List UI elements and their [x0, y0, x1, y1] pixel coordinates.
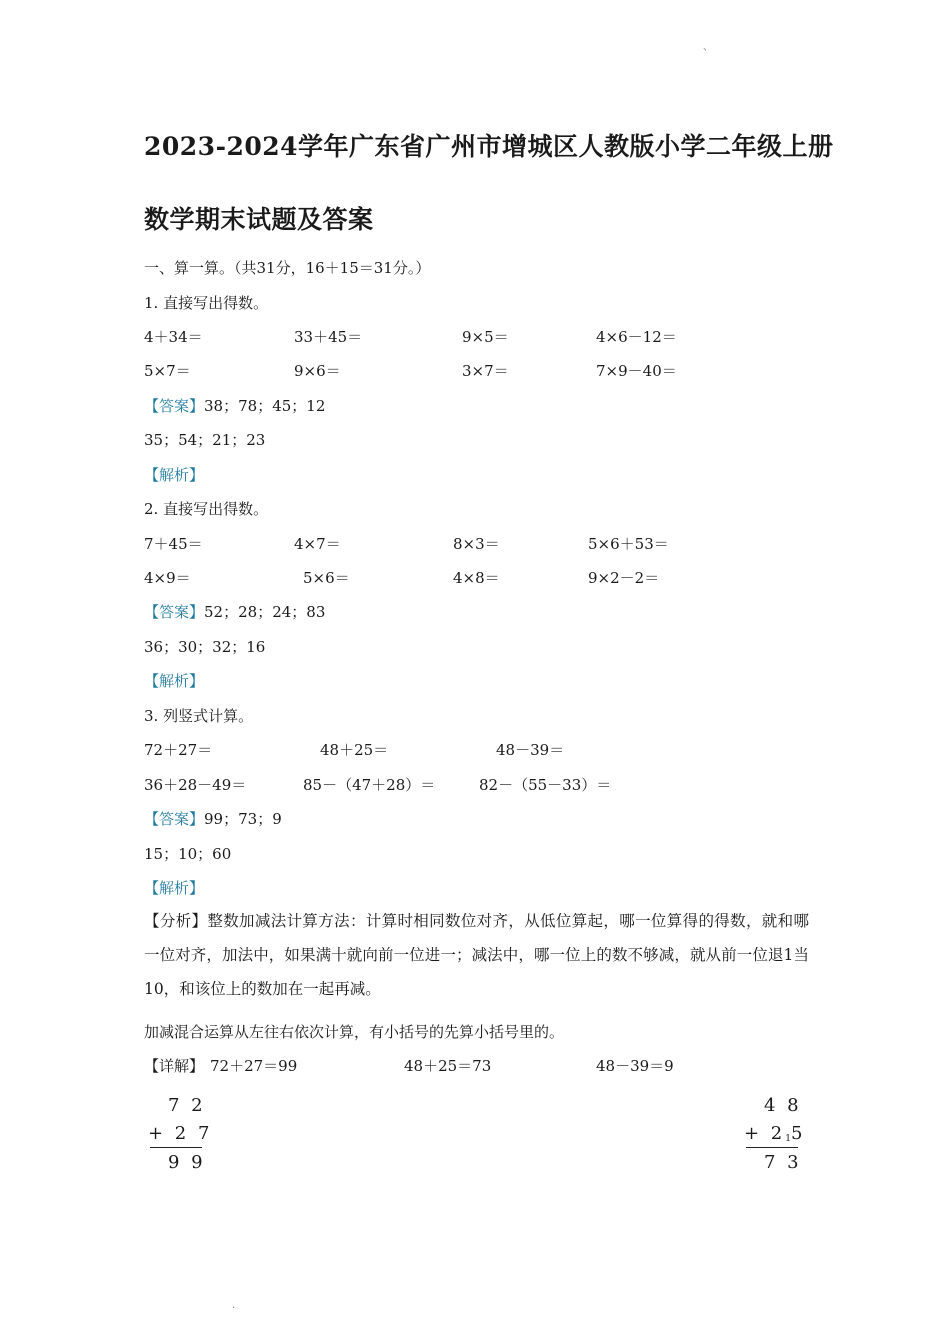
title-line-1: 2023-2024学年广东省广州市增城区人教版小学二年级上册 — [144, 132, 834, 161]
q1-r2-c3: 3×7＝ — [462, 362, 509, 380]
q2-r2-c3: 4×8＝ — [453, 569, 500, 587]
q3-answer-values: 99；73；9 — [204, 810, 282, 828]
q1-row2 — [144, 360, 844, 382]
q2-heading: 2. 直接写出得数。 — [144, 500, 269, 518]
q1-r1-c3: 9×5＝ — [462, 328, 509, 346]
q3-detail-1: 72＋27＝99 — [210, 1057, 298, 1075]
q1-row1 — [144, 326, 844, 348]
q1-answer-tag: 【答案】 — [144, 397, 205, 415]
q2-answer-values: 52；28；24；83 — [204, 603, 326, 621]
q1-heading: 1. 直接写出得数。 — [144, 294, 269, 312]
q1-analysis-tag: 【解析】 — [144, 466, 205, 484]
q3-r2-c2: 85－（47＋28）＝ — [303, 776, 436, 794]
q3-r1-c2: 48＋25＝ — [320, 741, 389, 759]
q1-r1-c4: 4×6－12＝ — [596, 328, 677, 346]
q3-answer-tag: 【答案】 — [144, 810, 205, 828]
q2-r1-c4: 5×6＋53＝ — [588, 535, 669, 553]
v1-line — [150, 1147, 202, 1148]
v2-carry: 1 — [785, 1134, 791, 1144]
q3-row1 — [144, 739, 844, 761]
q3-row2 — [144, 774, 844, 796]
section1-heading: 一、算一算。（共31分，16＋15＝31分。） — [144, 259, 431, 277]
q1-answer — [144, 395, 325, 417]
v2-top: 4 8 — [764, 1095, 802, 1116]
q1-r1-c2: 33＋45＝ — [294, 328, 363, 346]
q3-detail-tag: 【详解】 — [144, 1057, 205, 1075]
q1-r2-c4: 7×9－40＝ — [596, 362, 677, 380]
q2-row2 — [144, 567, 844, 589]
vertical-calc-72-plus-27 — [148, 1095, 213, 1175]
q2-answer-line2: 36；30；32；16 — [144, 638, 266, 656]
top-mark: 、 — [703, 42, 713, 53]
q1-r2-c2: 9×6＝ — [294, 362, 341, 380]
q3-detail-2: 48＋25＝73 — [404, 1057, 492, 1075]
v1-middle: + 2 7 — [148, 1123, 213, 1144]
v1-top: 7 2 — [168, 1095, 206, 1116]
q1-answer-values: 38；78；45；12 — [204, 397, 326, 415]
v2-middle-a: + 2 — [744, 1123, 786, 1144]
v2-middle-b: 5 — [791, 1123, 806, 1144]
q3-detail-3: 48－39＝9 — [596, 1057, 674, 1075]
q3-heading: 3. 列竖式计算。 — [144, 707, 254, 725]
q2-analysis-tag: 【解析】 — [144, 672, 205, 690]
q2-r1-c3: 8×3＝ — [453, 535, 500, 553]
q2-r2-c4: 9×2－2＝ — [588, 569, 660, 587]
q2-row1 — [144, 533, 844, 555]
q2-answer-tag: 【答案】 — [144, 603, 205, 621]
bottom-mark: . — [232, 1300, 236, 1311]
q3-analysis-paragraph — [144, 904, 809, 1006]
q3-r2-c1: 36＋28－49＝ — [144, 776, 247, 794]
q2-answer — [144, 601, 325, 623]
vertical-calc-48-plus-25 — [744, 1095, 804, 1175]
q1-answer-line2: 35；54；21；23 — [144, 431, 266, 449]
v2-middle — [744, 1123, 805, 1144]
q3-analysis-tag: 【解析】 — [144, 879, 205, 897]
q3-answer-line2: 15；10；60 — [144, 845, 232, 863]
q3-answer — [144, 808, 282, 830]
q3-r1-c1: 72＋27＝ — [144, 741, 213, 759]
q1-r2-c1: 5×7＝ — [144, 362, 191, 380]
q3-r1-c3: 48－39＝ — [496, 741, 565, 759]
q1-r1-c1: 4＋34＝ — [144, 328, 203, 346]
v1-result: 9 9 — [168, 1152, 206, 1173]
v2-line — [746, 1147, 798, 1148]
q3-r2-c3: 82－（55－33）＝ — [479, 776, 612, 794]
q2-r1-c2: 4×7＝ — [294, 535, 341, 553]
q2-r1-c1: 7＋45＝ — [144, 535, 203, 553]
title-line-2: 数学期末试题及答案 — [144, 205, 374, 234]
q2-r2-c2: 5×6＝ — [303, 569, 350, 587]
q2-r2-c1: 4×9＝ — [144, 569, 191, 587]
q3-mixed-rule: 加减混合运算从左往右依次计算，有小括号的先算小括号里的。 — [144, 1023, 565, 1041]
q3-detail — [144, 1055, 844, 1077]
q3-fenxi-tag: 【分析】 — [144, 912, 208, 930]
v2-result: 7 3 — [764, 1152, 802, 1173]
q3-fenxi-text: 整数加减法计算方法：计算时相同数位对齐，从低位算起，哪一位算得的得数，就和哪一位对齐，加法中，如果满十就向前一位进一；减法中，哪一位上的数不够减，就从前一位退1当10，和该位上的数加在一起再减。 — [144, 912, 809, 998]
